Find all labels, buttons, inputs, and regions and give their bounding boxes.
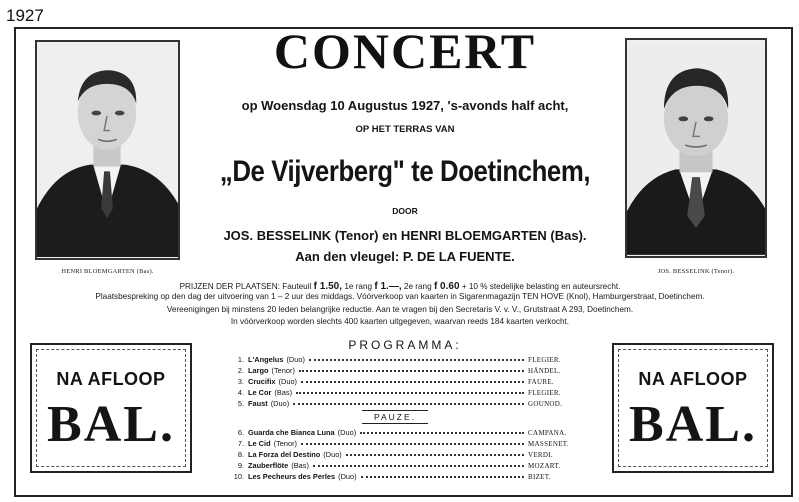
programme-num: 6. (237, 428, 244, 437)
programme-item (232, 460, 572, 471)
leader-dots (309, 356, 524, 361)
fauteuil-price: f 1.50, (313, 281, 343, 292)
programme-piece: Zauberflöte (248, 461, 289, 470)
bal-left: BAL. (47, 396, 175, 453)
tax-note: + 10 % stedelijke belasting en auteursrecht. (461, 282, 621, 291)
programme-composer: FLEGIER. (528, 388, 561, 397)
bal-right: BAL. (629, 396, 757, 453)
programme-voice: (Duo) (337, 428, 357, 437)
programme-title: PROGRAMMA: (348, 338, 462, 352)
rang2-price: f 0.60 (433, 281, 460, 292)
fauteuil-label: Fauteuil (282, 282, 312, 291)
programme-num: 4. (237, 388, 244, 397)
rang1-label: 1e rang (344, 282, 373, 291)
portrait-besselink-image (627, 40, 765, 256)
location-line: OP HET TERRAS VAN (355, 124, 455, 135)
programme-piece: L'Angelus (248, 355, 284, 364)
programme-composer: FAURE. (528, 377, 554, 386)
programme-piece: Le Cor (248, 388, 272, 397)
programme-piece: Crucifix (248, 377, 276, 386)
programme-composer: VERDI. (528, 450, 553, 459)
leader-dots (346, 451, 524, 456)
programme-piece: Le Cid (248, 439, 271, 448)
caption-bloemgarten: HENRI BLOEMGARTEN (Bas). (61, 268, 154, 275)
na-afloop-right: NA AFLOOP (638, 369, 748, 389)
programme-piece: Les Pecheurs des Perles (248, 472, 336, 481)
leader-dots (293, 400, 524, 405)
programme-voice: (Duo) (270, 399, 290, 408)
programme-num: 2. (237, 366, 244, 375)
na-afloop-left: NA AFLOOP (56, 369, 166, 389)
pause-label: PAUZE. (362, 410, 428, 424)
programme-item (232, 471, 572, 482)
concert-title: CONCERT (273, 23, 537, 79)
booking-line: Plaatsbespreking op den dag der uitvoering van 1 – 2 uur des middags. Vóórverkoop van kaarten in Sigarenmagazijn TEN HOVE (Knol), Hamburgerstraat, Doetinchem. (95, 292, 705, 301)
programme-voice: (Duo) (323, 450, 342, 459)
programme-voice: (Tenor) (271, 366, 295, 375)
year-label: 1927 (6, 6, 44, 25)
accompanist-line: Aan den vleugel: P. DE LA FUENTE. (295, 249, 515, 264)
programme-composer: HÄNDEL. (528, 366, 561, 375)
programme-piece: Largo (248, 366, 269, 375)
date-line: op Woensdag 10 Augustus 1927, 's-avonds half acht, (241, 98, 569, 113)
rang1-price: f 1.—, (374, 281, 402, 292)
leader-dots (361, 473, 524, 478)
programme-item (232, 427, 572, 438)
programme-voice: (Bas) (291, 461, 309, 470)
programme-piece: Guarda che Bianca Luna (248, 428, 335, 437)
programme-num: 9. (237, 461, 244, 470)
bal-box-left (30, 343, 192, 473)
programme-composer: FLEGIER. (528, 355, 561, 364)
presale-line: In vóórverkoop worden slechts 400 kaarten uitgegeven, waarvan reeds 184 kaarten verkocht. (230, 317, 570, 326)
leader-dots (301, 440, 524, 445)
programme-voice: (Duo) (286, 355, 305, 364)
caption-besselink: JOS. BESSELINK (Tenor). (657, 268, 735, 275)
rang2-label: 2e rang (403, 282, 432, 291)
programme-item (232, 376, 572, 387)
programme-item (232, 387, 572, 398)
leader-dots (296, 389, 524, 394)
programme-item (232, 365, 572, 376)
programme-piece: Faust (248, 399, 268, 408)
programme-piece: La Forza del Destino (248, 450, 321, 459)
by-label: DOOR (392, 206, 418, 216)
programme-composer: MOZART. (528, 461, 561, 470)
portrait-besselink (625, 38, 767, 258)
programme-item (232, 438, 572, 449)
leader-dots (360, 429, 524, 434)
associations-line: Vereenigingen bij minstens 20 leden belangrijke reductie. Aan te vragen bij den Secretaris V. v. V., Grutstraat A 293, Doetinchem. (166, 305, 634, 314)
prices-label: PRIJZEN DER PLAATSEN: (179, 282, 280, 291)
programme-composer: GOUNOD. (528, 399, 563, 408)
programme-item (232, 354, 572, 365)
leader-dots (301, 378, 524, 383)
programme-composer: BIZET. (528, 472, 551, 481)
programme-voice: (Bas) (274, 388, 293, 397)
leader-dots (299, 367, 524, 372)
programme-item (232, 449, 572, 460)
programme-item (232, 398, 572, 409)
programme-voice: (Duo) (338, 472, 357, 481)
bal-box-right (612, 343, 774, 473)
venue-name: „De Vijverberg" te Doetinchem, (219, 155, 591, 188)
programme-num: 10. (233, 472, 244, 481)
leader-dots (313, 462, 524, 467)
portrait-bloemgarten (35, 40, 180, 260)
programme-num: 7. (237, 439, 244, 448)
programme-composer: CAMPANA. (528, 428, 567, 437)
programme-num: 1. (237, 355, 244, 364)
programme-num: 8. (237, 450, 244, 459)
programme-num: 3. (237, 377, 244, 386)
prices-line (25, 281, 775, 292)
programme-num: 5. (237, 399, 244, 408)
programme-composer: MASSENET. (528, 439, 569, 448)
programme-voice: (Tenor) (273, 439, 298, 448)
portrait-bloemgarten-image (37, 42, 178, 258)
performers-line: JOS. BESSELINK (Tenor) en HENRI BLOEMGARTEN (Bas). (223, 228, 587, 243)
programme-voice: (Duo) (278, 377, 298, 386)
